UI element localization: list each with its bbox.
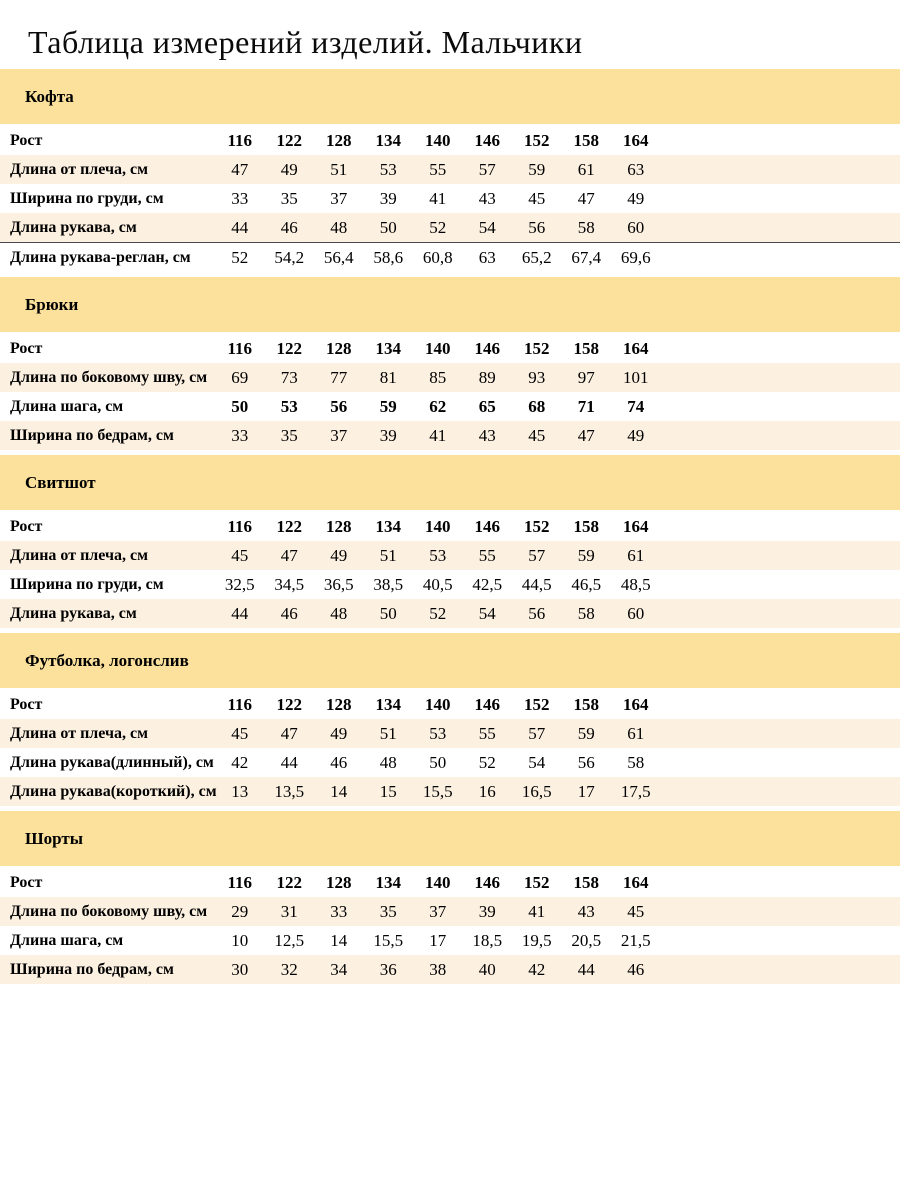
measurement-value-cell: 17: [429, 930, 447, 950]
heights-row-label: Рост: [10, 695, 43, 713]
height-value-cell: 164: [623, 694, 649, 714]
measurement-value-cell: 53: [429, 545, 447, 565]
measurement-row-label: Длина от плеча, см: [10, 160, 148, 178]
heights-row: [0, 334, 900, 363]
measurement-value-cell: 38,5: [373, 574, 404, 594]
height-value-cell: 140: [425, 338, 451, 358]
section-title-band: [0, 633, 900, 688]
measurement-value-cell: 43: [478, 188, 496, 208]
heights-row-label: Рост: [10, 131, 43, 149]
measurement-value-cell: 33: [330, 901, 348, 921]
section-title: Футболка, логонслив: [25, 650, 189, 670]
measurement-row: [0, 213, 900, 242]
measurement-value-cell: 50: [379, 603, 397, 623]
measurement-row: [0, 599, 900, 628]
height-value-cell: 152: [524, 338, 550, 358]
measurement-value-cell: 39: [379, 188, 397, 208]
measurement-value-cell: 73: [280, 367, 298, 387]
measurement-row: [0, 155, 900, 184]
measurement-value-cell: 61: [627, 545, 645, 565]
height-value-cell: 146: [474, 338, 500, 358]
measurement-value-cell: 49: [627, 188, 645, 208]
height-value-cell: 128: [326, 130, 352, 150]
height-value-cell: 134: [375, 872, 401, 892]
measurement-value-cell: 10: [231, 930, 249, 950]
measurement-value-cell: 35: [280, 425, 298, 445]
section-title: Кофта: [25, 86, 74, 106]
measurement-value-cell: 59: [577, 723, 595, 743]
measurement-value-cell: 56: [528, 217, 546, 237]
measurement-value-cell: 68: [528, 396, 546, 416]
measurement-value-cell: 18,5: [472, 930, 503, 950]
measurement-row-label: Ширина по бедрам, см: [10, 426, 174, 444]
measurement-value-cell: 55: [478, 545, 496, 565]
measurement-value-cell: 42: [231, 752, 249, 772]
measurement-value-cell: 44: [231, 217, 249, 237]
measurement-value-cell: 46: [627, 959, 645, 979]
measurement-value-cell: 36,5: [323, 574, 354, 594]
measurement-value-cell: 59: [379, 396, 397, 416]
measurement-value-cell: 89: [478, 367, 496, 387]
measurement-value-cell: 58,6: [373, 247, 404, 267]
measurement-value-cell: 65: [478, 396, 496, 416]
height-value-cell: 164: [623, 872, 649, 892]
measurement-value-cell: 49: [330, 723, 348, 743]
size-tables-container: [0, 69, 900, 984]
measurement-value-cell: 37: [330, 425, 348, 445]
measurement-value-cell: 29: [231, 901, 249, 921]
measurement-value-cell: 48,5: [620, 574, 651, 594]
measurement-row: [0, 955, 900, 984]
measurement-value-cell: 44: [231, 603, 249, 623]
measurement-value-cell: 53: [280, 396, 298, 416]
height-value-cell: 140: [425, 694, 451, 714]
measurement-value-cell: 39: [379, 425, 397, 445]
height-value-cell: 122: [276, 516, 302, 536]
product-section: [0, 455, 900, 628]
measurement-value-cell: 42: [528, 959, 546, 979]
height-value-cell: 128: [326, 694, 352, 714]
measurement-value-cell: 45: [231, 723, 249, 743]
measurement-value-cell: 63: [627, 159, 645, 179]
measurement-value-cell: 40: [478, 959, 496, 979]
section-title-band: [0, 455, 900, 510]
measurement-value-cell: 19,5: [521, 930, 552, 950]
measurement-value-cell: 57: [478, 159, 496, 179]
measurement-value-cell: 21,5: [620, 930, 651, 950]
height-value-cell: 164: [623, 338, 649, 358]
height-value-cell: 128: [326, 872, 352, 892]
measurement-value-cell: 43: [577, 901, 595, 921]
height-value-cell: 116: [227, 338, 253, 358]
height-value-cell: 128: [326, 516, 352, 536]
measurement-value-cell: 47: [577, 425, 595, 445]
section-title-band: [0, 69, 900, 124]
measurement-value-cell: 51: [330, 159, 348, 179]
measurement-value-cell: 81: [379, 367, 397, 387]
measurement-value-cell: 93: [528, 367, 546, 387]
height-value-cell: 134: [375, 338, 401, 358]
height-value-cell: 122: [276, 130, 302, 150]
measurement-value-cell: 14: [330, 930, 348, 950]
measurement-value-cell: 35: [379, 901, 397, 921]
measurement-row: [0, 184, 900, 213]
measurement-value-cell: 34,5: [274, 574, 305, 594]
measurement-value-cell: 53: [429, 723, 447, 743]
measurement-value-cell: 58: [627, 752, 645, 772]
heights-row-label: Рост: [10, 873, 43, 891]
measurement-value-cell: 15: [379, 781, 397, 801]
measurement-value-cell: 15,5: [373, 930, 404, 950]
measurement-value-cell: 56,4: [323, 247, 354, 267]
height-value-cell: 116: [227, 130, 253, 150]
measurement-value-cell: 60: [627, 217, 645, 237]
product-section: [0, 277, 900, 450]
measurement-value-cell: 52: [429, 603, 447, 623]
measurement-value-cell: 42,5: [472, 574, 503, 594]
height-value-cell: 140: [425, 130, 451, 150]
measurement-value-cell: 32: [280, 959, 298, 979]
measurement-value-cell: 55: [478, 723, 496, 743]
measurement-value-cell: 59: [577, 545, 595, 565]
section-title: Свитшот: [25, 472, 96, 492]
measurement-value-cell: 33: [231, 425, 249, 445]
measurement-value-cell: 69: [231, 367, 249, 387]
section-title: Шорты: [25, 828, 84, 848]
height-value-cell: 146: [474, 694, 500, 714]
measurement-value-cell: 46: [330, 752, 348, 772]
height-value-cell: 134: [375, 516, 401, 536]
measurement-value-cell: 59: [528, 159, 546, 179]
measurement-value-cell: 39: [478, 901, 496, 921]
measurement-value-cell: 44: [280, 752, 298, 772]
measurement-value-cell: 77: [330, 367, 348, 387]
height-value-cell: 140: [425, 872, 451, 892]
height-value-cell: 152: [524, 694, 550, 714]
measurement-value-cell: 56: [577, 752, 595, 772]
height-value-cell: 152: [524, 872, 550, 892]
height-value-cell: 134: [375, 130, 401, 150]
measurement-value-cell: 49: [330, 545, 348, 565]
measurement-row-label: Длина от плеча, см: [10, 546, 148, 564]
height-value-cell: 158: [573, 516, 599, 536]
measurement-value-cell: 54: [478, 603, 496, 623]
measurement-row: [0, 748, 900, 777]
measurement-value-cell: 54: [478, 217, 496, 237]
measurement-row-label: Длина рукава-реглан, см: [10, 248, 191, 266]
height-value-cell: 164: [623, 130, 649, 150]
measurement-value-cell: 65,2: [521, 247, 552, 267]
measurement-row: [0, 541, 900, 570]
measurement-row: [0, 242, 900, 272]
measurement-value-cell: 41: [429, 188, 447, 208]
measurement-value-cell: 31: [280, 901, 298, 921]
measurement-row: [0, 777, 900, 806]
measurement-value-cell: 58: [577, 217, 595, 237]
height-value-cell: 146: [474, 516, 500, 536]
measurement-value-cell: 50: [429, 752, 447, 772]
measurement-value-cell: 60: [627, 603, 645, 623]
measurement-value-cell: 44,5: [521, 574, 552, 594]
measurement-value-cell: 47: [280, 545, 298, 565]
measurement-row: [0, 570, 900, 599]
measurement-value-cell: 54,2: [274, 247, 305, 267]
measurement-value-cell: 47: [231, 159, 249, 179]
measurement-value-cell: 48: [379, 752, 397, 772]
height-value-cell: 152: [524, 130, 550, 150]
height-value-cell: 134: [375, 694, 401, 714]
measurement-row: [0, 897, 900, 926]
measurement-value-cell: 15,5: [422, 781, 453, 801]
heights-row: [0, 512, 900, 541]
measurement-value-cell: 53: [379, 159, 397, 179]
heights-row: [0, 690, 900, 719]
measurement-value-cell: 46,5: [571, 574, 602, 594]
measurement-row-label: Ширина по бедрам, см: [10, 960, 174, 978]
measurement-value-cell: 41: [429, 425, 447, 445]
section-title-band: [0, 811, 900, 866]
measurement-value-cell: 44: [577, 959, 595, 979]
section-title-band: [0, 277, 900, 332]
measurement-value-cell: 40,5: [422, 574, 453, 594]
measurement-value-cell: 57: [528, 545, 546, 565]
measurement-row-label: Длина по боковому шву, см: [10, 368, 208, 386]
height-value-cell: 140: [425, 516, 451, 536]
measurement-value-cell: 52: [429, 217, 447, 237]
measurement-value-cell: 48: [330, 217, 348, 237]
measurement-value-cell: 71: [577, 396, 595, 416]
measurement-row: [0, 719, 900, 748]
measurement-row-label: Длина рукава(длинный), см: [10, 753, 214, 771]
measurement-row: [0, 421, 900, 450]
height-value-cell: 122: [276, 338, 302, 358]
measurement-value-cell: 51: [379, 723, 397, 743]
height-value-cell: 164: [623, 516, 649, 536]
heights-row-label: Рост: [10, 517, 43, 535]
measurement-value-cell: 12,5: [274, 930, 305, 950]
measurement-value-cell: 36: [379, 959, 397, 979]
measurement-row: [0, 926, 900, 955]
measurement-value-cell: 13: [231, 781, 249, 801]
measurement-row: [0, 363, 900, 392]
measurement-value-cell: 47: [577, 188, 595, 208]
measurement-row: [0, 392, 900, 421]
measurement-row-label: Ширина по груди, см: [10, 189, 164, 207]
measurement-value-cell: 56: [330, 396, 348, 416]
measurement-row-label: Длина шага, см: [10, 397, 124, 415]
measurement-value-cell: 32,5: [224, 574, 255, 594]
measurement-row-label: Длина рукава, см: [10, 218, 137, 236]
height-value-cell: 158: [573, 338, 599, 358]
measurement-value-cell: 45: [231, 545, 249, 565]
measurement-value-cell: 41: [528, 901, 546, 921]
measurement-value-cell: 46: [280, 603, 298, 623]
measurement-value-cell: 51: [379, 545, 397, 565]
heights-row: [0, 868, 900, 897]
measurement-value-cell: 85: [429, 367, 447, 387]
measurement-value-cell: 45: [627, 901, 645, 921]
measurement-value-cell: 61: [627, 723, 645, 743]
measurement-value-cell: 14: [330, 781, 348, 801]
height-value-cell: 158: [573, 130, 599, 150]
measurement-value-cell: 54: [528, 752, 546, 772]
measurement-value-cell: 33: [231, 188, 249, 208]
measurement-row-label: Длина от плеча, см: [10, 724, 148, 742]
measurement-value-cell: 61: [577, 159, 595, 179]
page-title: Таблица измерений изделий. Мальчики: [28, 24, 583, 60]
measurement-row-label: Длина рукава, см: [10, 604, 137, 622]
measurement-row-label: Длина шага, см: [10, 931, 124, 949]
product-section: [0, 633, 900, 806]
measurement-value-cell: 35: [280, 188, 298, 208]
height-value-cell: 158: [573, 872, 599, 892]
measurement-value-cell: 45: [528, 425, 546, 445]
product-section: [0, 811, 900, 984]
measurement-value-cell: 56: [528, 603, 546, 623]
measurement-value-cell: 13,5: [274, 781, 305, 801]
height-value-cell: 146: [474, 130, 500, 150]
measurement-value-cell: 38: [429, 959, 447, 979]
measurement-value-cell: 16,5: [521, 781, 552, 801]
measurement-value-cell: 69,6: [620, 247, 651, 267]
measurement-value-cell: 37: [429, 901, 447, 921]
height-value-cell: 146: [474, 872, 500, 892]
measurement-value-cell: 50: [231, 396, 249, 416]
measurement-value-cell: 34: [330, 959, 348, 979]
measurement-value-cell: 46: [280, 217, 298, 237]
height-value-cell: 128: [326, 338, 352, 358]
measurement-value-cell: 47: [280, 723, 298, 743]
measurement-value-cell: 74: [627, 396, 645, 416]
section-title: Брюки: [25, 294, 79, 314]
product-section: [0, 69, 900, 272]
measurement-value-cell: 58: [577, 603, 595, 623]
measurement-value-cell: 101: [623, 367, 649, 387]
measurement-value-cell: 55: [429, 159, 447, 179]
measurement-value-cell: 57: [528, 723, 546, 743]
measurement-value-cell: 52: [231, 247, 249, 267]
measurement-value-cell: 52: [478, 752, 496, 772]
height-value-cell: 116: [227, 694, 253, 714]
measurement-value-cell: 62: [429, 396, 447, 416]
height-value-cell: 122: [276, 872, 302, 892]
measurement-value-cell: 67,4: [571, 247, 602, 267]
height-value-cell: 152: [524, 516, 550, 536]
measurement-value-cell: 63: [478, 247, 496, 267]
measurement-value-cell: 30: [231, 959, 249, 979]
measurement-row-label: Длина по боковому шву, см: [10, 902, 208, 920]
measurement-value-cell: 48: [330, 603, 348, 623]
measurement-row-label: Ширина по груди, см: [10, 575, 164, 593]
measurement-value-cell: 43: [478, 425, 496, 445]
height-value-cell: 116: [227, 516, 253, 536]
measurement-value-cell: 60,8: [422, 247, 453, 267]
measurement-value-cell: 49: [280, 159, 298, 179]
measurement-value-cell: 17: [577, 781, 595, 801]
heights-row-label: Рост: [10, 339, 43, 357]
measurement-row-label: Длина рукава(короткий), см: [10, 782, 217, 800]
measurement-value-cell: 45: [528, 188, 546, 208]
height-value-cell: 158: [573, 694, 599, 714]
measurement-value-cell: 49: [627, 425, 645, 445]
height-value-cell: 122: [276, 694, 302, 714]
measurement-value-cell: 17,5: [620, 781, 651, 801]
measurement-value-cell: 20,5: [571, 930, 602, 950]
measurement-value-cell: 37: [330, 188, 348, 208]
height-value-cell: 116: [227, 872, 253, 892]
heights-row: [0, 126, 900, 155]
measurement-value-cell: 16: [478, 781, 496, 801]
measurement-value-cell: 97: [577, 367, 595, 387]
measurement-value-cell: 50: [379, 217, 397, 237]
